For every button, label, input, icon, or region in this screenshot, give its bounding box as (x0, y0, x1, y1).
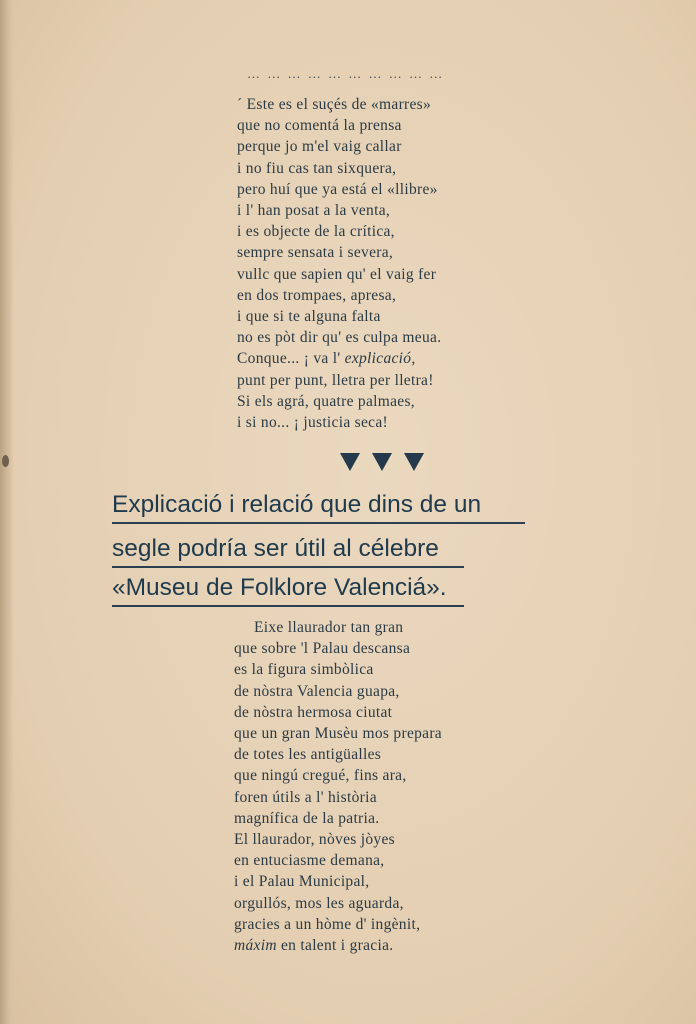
poem-line: Eixe llaurador tan gran (254, 619, 404, 636)
poem-line: foren útils a l' història (234, 788, 377, 806)
poem-line: El llaurador, nòves jòyes (234, 831, 395, 849)
poem-line: que no comentá la prensa (237, 117, 402, 135)
triangle-icon (372, 453, 392, 471)
poem-line: Si els agrá, quatre palmaes, (237, 392, 415, 410)
poem-italic-word: máxim (234, 937, 277, 955)
poem-italic-word: explicació, (344, 350, 416, 368)
poem-line: gracies a un hòme d' ingènit, (234, 915, 421, 933)
poem-line: sempre sensata i severa, (237, 244, 394, 262)
poem-line: que un gran Musèu mos prepara (234, 725, 442, 743)
poem-line: en dos trompaes, apresa, (237, 286, 397, 304)
poem-line: pero huí que ya está el «llibre» (237, 180, 438, 198)
poem-top (237, 94, 441, 433)
binding-hole (2, 455, 9, 467)
poem-line: punt per punt, lletra per lletra! (237, 371, 434, 389)
poem-line-text: en talent i gracia. (276, 937, 394, 955)
ellipsis-line: … … … … … … … … … … (247, 66, 445, 81)
poem-line: i es objecte de la crítica, (237, 223, 395, 241)
poem-line (234, 935, 442, 956)
poem-line: de nòstra hermosa ciutat (234, 703, 393, 721)
poem-line: i no fiu cas tan sixquera, (237, 159, 397, 177)
poem-line: que sobre 'l Palau descansa (234, 640, 411, 658)
poem-bottom (234, 617, 442, 956)
poem-line: ´ Este es el suçés de «marres» (237, 96, 432, 113)
poem-line: en entuciasme demana, (234, 852, 385, 870)
poem-line: perque jo m'el vaig callar (237, 138, 402, 156)
poem-line: de nòstra Valencia guapa, (234, 682, 400, 700)
poem-line: i que si te alguna falta (237, 308, 381, 326)
triangle-ornament (340, 453, 424, 471)
poem-line: vullc que sapien qu' el vaig fer (237, 265, 437, 283)
poem-line: no es pòt dir qu' es culpa meua. (237, 329, 442, 347)
section-heading-line-2: segle podría ser útil al célebre (112, 534, 464, 568)
triangle-icon (340, 453, 360, 471)
poem-line: i el Palau Municipal, (234, 873, 370, 891)
triangle-icon (404, 453, 424, 471)
poem-line: orgullós, mos les aguarda, (234, 894, 404, 912)
section-heading-line-3: «Museu de Folklore Valenciá». (112, 573, 464, 607)
poem-line: i l' han posat a la venta, (237, 202, 391, 220)
poem-line (237, 348, 441, 369)
page-spine (0, 0, 14, 1024)
poem-line: magnífica de la patria. (234, 809, 380, 827)
poem-line: de totes les antigüalles (234, 746, 382, 764)
poem-line-text: Conque... ¡ va l' (237, 350, 345, 368)
poem-line: i si no... ¡ justicia seca! (237, 414, 389, 432)
poem-line: es la figura simbòlica (234, 661, 374, 679)
poem-line: que ningú cregué, fins ara, (234, 767, 407, 785)
section-heading-line-1: Explicació i relació que dins de un (112, 490, 525, 524)
